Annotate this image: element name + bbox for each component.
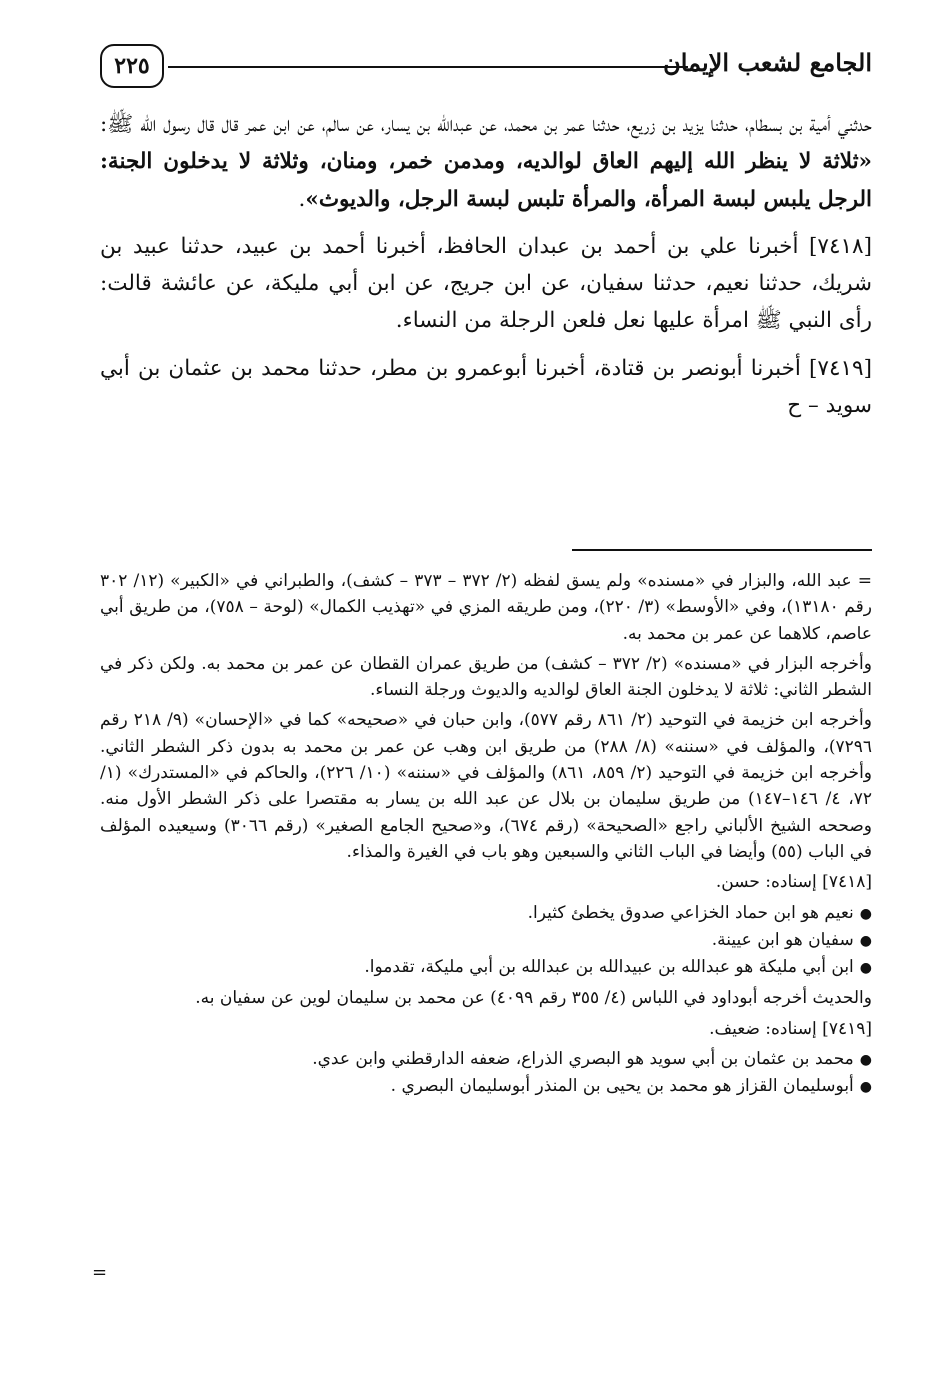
header-rule — [168, 66, 688, 68]
footnote-paragraph: وأخرجه البزار في «مسنده» (٢/ ٣٧٢ – كشف) من طريق عمران القطان عن عمر بن محمد به. ولكن ذكر في الشطر الثاني: ثلاثة لا يدخلون الجنة العاق لوالديه والديوث ورجلة النساء. — [100, 653, 872, 701]
list-item: ●نعيم هو ابن حماد الخزاعي صدوق يخطئ كثيرا. — [527, 902, 872, 923]
footnote-continuation: = عبد الله، والبزار في «مسنده» ولم يسق لفظه (٢/ ٣٧٢ – ٣٧٣ – كشف)، والطبراني في «الكبير» (١٢/ ٣٠٢ رقم ١٣١٨٠)، وفي «الأوسط» (٣/ ٢٢٠)، ومن طريقه المزي في «تهذيب الكمال» (لوحة – ٧٥٨)، من طريق أبي عاصم، كلاهما عن عمر بن محمد به. — [100, 571, 873, 644]
list-item: ●ابن أبي مليكة هو عبدالله بن عبيدالله بن عبدالله بن أبي مليكة، تقدموا. — [364, 957, 872, 978]
footnote-paragraph: وأخرجه ابن خزيمة في التوحيد (٢/ ٨٦١ رقم ٥٧٧)، وابن حبان في «صحيحه» كما في «الإحسان» (٩/ ٢١٨ رقم ٧٢٩٦)، والمؤلف في «سننه» (٨/ ٢٨٨) من طريق ابن وهب عن عمر بن محمد به بدون ذكر الشطر الثاني. وأخرجه ابن خزيمة في التوحيد (٢/ ٨٥٩، ٨٦١) والمؤلف في «سننه» (١٠/ ٢٢٦)، والحاكم في «المستدرك» (١/ ٧٢، ٤/ ١٤٦–١٤٧) من طريق سليمان بن بلال عن عبد الله بن يسار به مقتصرا على ذكر الشطر الأول منه. وصححه الشيخ الألباني راجع «الصحيحة» (رقم ٦٧٤)، و«صحيح الجامع الصغير» (رقم ٣٠٦٦) وسيعيده المؤلف في الباب (٥٥) وأيضا في الباب الثاني والسبعين وهو باب في الغيرة والمذاء. — [100, 710, 873, 862]
running-title: الجامع لشعب الإيمان — [663, 48, 872, 77]
hadith-7418: [٧٤١٨] أخبرنا علي بن أحمد بن عبدان الحافظ، أخبرنا أحمد بن عبيد، حدثنا عبيد بن شريك، حدثنا نعيم، حدثنا سفيان، عن ابن جريج، عن ابن أبي مليكة، عن عائشة قالت: رأى النبي ﷺ امرأة عليها نعل فلعن الرجلة من النساء. — [100, 233, 872, 334]
bullet-icon: ● — [859, 960, 872, 977]
bullet-icon: ● — [859, 1079, 872, 1096]
footnote-7419-list — [100, 1046, 872, 1101]
bullet-icon: ● — [859, 905, 872, 922]
footnote-7418-head: [٧٤١٨] إسناده: حسن. — [715, 872, 872, 893]
list-item: ●سفيان هو ابن عيينة. — [711, 929, 872, 950]
page-number: ٢٢٥ — [100, 44, 164, 88]
page-header — [100, 38, 872, 98]
bullet-icon: ● — [859, 1052, 872, 1069]
bullet-icon: ● — [859, 932, 872, 949]
main-text — [100, 106, 872, 434]
hadith-quote: «ثلاثة لا ينظر الله إليهم العاق لوالديه، ومدمن خمر، ومنان، وثلاثة لا يدخلون الجنة: الرجل يلبس لبسة المرأة، والمرأة تلبس لبسة الرجل، والديوث» — [100, 149, 872, 212]
continuation-mark: = — [92, 1262, 108, 1283]
list-item: ●أبوسليمان القزاز هو محمد بن يحيى بن المنذر أبوسليمان البصري . — [390, 1076, 872, 1097]
hadith-7419: [٧٤١٩] أخبرنا أبونصر بن قتادة، أخبرنا أبوعمرو بن مطر، حدثنا محمد بن عثمان بن أبي سويد – ح — [100, 355, 872, 419]
footnotes — [100, 568, 872, 1105]
footnote-7418-tail: والحديث أخرجه أبوداود في اللباس (٤/ ٣٥٥ رقم ٤٠٩٩) عن محمد بن سليمان لوين عن سفيان به. — [195, 988, 872, 1009]
hadith-paragraph — [100, 106, 872, 218]
footnote-7419-head: [٧٤١٩] إسناده: ضعيف. — [709, 1018, 872, 1039]
hadith-end: . — [298, 186, 306, 212]
hadith-text: حدثني أمية بن بسطام، حدثنا يزيد بن زريع، حدثنا عمر بن محمد، عن عبدالله بن يسار، عن سالم، عن ابن عمر قال قال رسول الله ﷺ: — [100, 112, 872, 137]
list-item: ●محمد بن عثمان بن أبي سويد هو البصري الذراع، ضعفه الدارقطني وابن عدي. — [312, 1049, 872, 1070]
footnote-7418-list — [100, 900, 872, 982]
footnote-separator — [572, 549, 872, 551]
